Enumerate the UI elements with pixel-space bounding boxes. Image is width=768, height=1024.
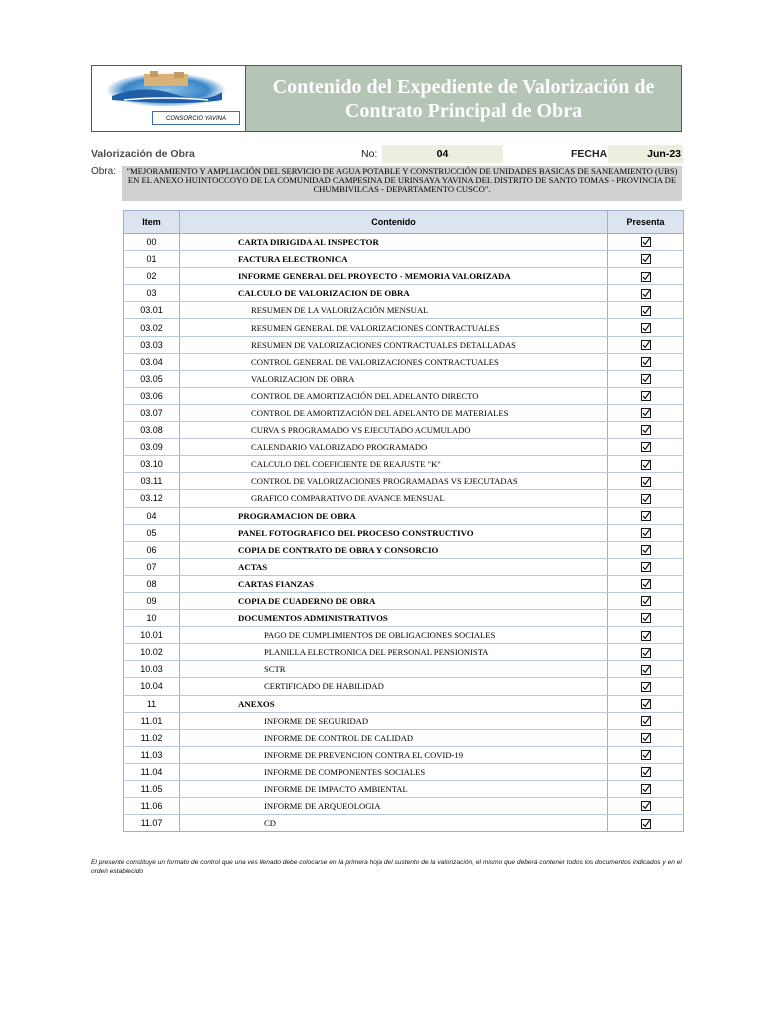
row-content-text: CARTAS FIANZAS [180,575,608,592]
table-row [124,712,684,729]
table-row [124,439,684,456]
row-presenta-cell[interactable] [608,302,684,319]
row-presenta-cell[interactable] [608,610,684,627]
table-row [124,404,684,421]
table-row [124,746,684,763]
row-content-text: FACTURA ELECTRONICA [180,251,608,268]
row-presenta-cell[interactable] [608,336,684,353]
row-content-text: RESUMEN DE LA VALORIZACIÓN MENSUAL [180,302,608,319]
row-presenta-cell[interactable] [608,319,684,336]
row-presenta-cell[interactable] [608,592,684,609]
row-presenta-cell[interactable] [608,644,684,661]
document-header [91,65,682,132]
row-presenta-cell[interactable] [608,285,684,302]
row-content-text: CALENDARIO VALORIZADO PROGRAMADO [180,439,608,456]
row-presenta-cell[interactable] [608,575,684,592]
row-item-number: 11.04 [124,763,180,780]
row-content-text: INFORME DE SEGURIDAD [180,712,608,729]
row-content-text: CONTROL DE VALORIZACIONES PROGRAMADAS VS EJECUTADAS [180,473,608,490]
row-item-number: 02 [124,268,180,285]
row-presenta-cell[interactable] [608,661,684,678]
row-content-text: PAGO DE CUMPLIMIENTOS DE OBLIGACIONES SOCIALES [180,627,608,644]
row-content-text: ANEXOS [180,695,608,712]
row-item-number: 03.02 [124,319,180,336]
row-content-text: RESUMEN DE VALORIZACIONES CONTRACTUALES DETALLADAS [180,336,608,353]
header-presenta: Presenta [608,211,684,234]
row-content-text: INFORME DE PREVENCION CONTRA EL COVID-19 [180,746,608,763]
row-presenta-cell[interactable] [608,627,684,644]
row-item-number: 03.03 [124,336,180,353]
row-item-number: 10.04 [124,678,180,695]
checkbox-checked-icon[interactable] [641,323,651,333]
checkbox-checked-icon[interactable] [641,596,651,606]
row-content-text: CARTA DIRIGIDA AL INSPECTOR [180,234,608,251]
checkbox-checked-icon[interactable] [641,767,651,777]
row-item-number: 10.03 [124,661,180,678]
row-item-number: 03 [124,285,180,302]
row-content-text: VALORIZACION DE OBRA [180,370,608,387]
table-row [124,763,684,780]
valorizacion-meta [91,145,683,163]
row-item-number: 03.12 [124,490,180,507]
fecha-label: FECHA [571,148,608,160]
row-content-text: ACTAS [180,558,608,575]
table-row [124,507,684,524]
header-item: Item [124,211,180,234]
obra-label: Obra: [91,166,117,177]
checkbox-checked-icon[interactable] [641,494,651,504]
row-content-text: INFORME GENERAL DEL PROYECTO - MEMORIA VALORIZADA [180,268,608,285]
checkbox-checked-icon[interactable] [641,340,651,350]
row-content-text: COPIA DE CONTRATO DE OBRA Y CONSORCIO [180,541,608,558]
checkbox-checked-icon[interactable] [641,631,651,641]
checkbox-checked-icon[interactable] [641,442,651,452]
checkbox-checked-icon[interactable] [641,391,651,401]
table-row [124,490,684,507]
checkbox-checked-icon[interactable] [641,272,651,282]
row-item-number: 07 [124,558,180,575]
row-item-number: 03.10 [124,456,180,473]
checkbox-checked-icon[interactable] [641,254,651,264]
table-row [124,558,684,575]
row-content-text: DOCUMENTOS ADMINISTRATIVOS [180,610,608,627]
checkbox-checked-icon[interactable] [641,477,651,487]
table-header-row [124,211,684,234]
no-label: No: [361,148,378,160]
checkbox-checked-icon[interactable] [641,460,651,470]
row-item-number: 11.02 [124,729,180,746]
row-content-text: CONTROL DE AMORTIZACIÓN DEL ADELANTO DIRECTO [180,387,608,404]
row-presenta-cell[interactable] [608,729,684,746]
checkbox-checked-icon[interactable] [641,528,651,538]
row-item-number: 11.03 [124,746,180,763]
table-row [124,541,684,558]
row-item-number: 03.01 [124,302,180,319]
content-table [123,210,684,832]
table-row [124,268,684,285]
table-row [124,627,684,644]
table-row [124,610,684,627]
checkbox-checked-icon[interactable] [641,648,651,658]
table-row [124,575,684,592]
row-content-text: CURVA S PROGRAMADO VS EJECUTADO ACUMULADO [180,422,608,439]
checkbox-checked-icon[interactable] [641,665,651,675]
row-item-number: 03.09 [124,439,180,456]
checkbox-checked-icon[interactable] [641,374,651,384]
checkbox-checked-icon[interactable] [641,699,651,709]
table-row [124,285,684,302]
row-presenta-cell[interactable] [608,234,684,251]
row-content-text: RESUMEN GENERAL DE VALORIZACIONES CONTRACTUALES [180,319,608,336]
row-content-text: COPIA DE CUADERNO DE OBRA [180,592,608,609]
row-content-text: CALCULO DE VALORIZACION DE OBRA [180,285,608,302]
table-row [124,592,684,609]
row-presenta-cell[interactable] [608,404,684,421]
row-presenta-cell[interactable] [608,251,684,268]
table-row [124,422,684,439]
row-presenta-cell[interactable] [608,268,684,285]
checkbox-checked-icon[interactable] [641,682,651,692]
checkbox-checked-icon[interactable] [641,357,651,367]
row-presenta-cell[interactable] [608,678,684,695]
row-presenta-cell[interactable] [608,798,684,815]
checkbox-checked-icon[interactable] [641,579,651,589]
row-content-text: PANEL FOTOGRAFICO DEL PROCESO CONSTRUCTIVO [180,524,608,541]
row-item-number: 11.07 [124,815,180,832]
header-contenido: Contenido [180,211,608,234]
row-item-number: 05 [124,524,180,541]
row-item-number: 11.06 [124,798,180,815]
row-content-text: CD [180,815,608,832]
row-item-number: 03.06 [124,387,180,404]
obra-description: "MEJORAMIENTO Y AMPLIACIÓN DEL SERVICIO DE AGUA POTABLE Y CONSTRUCCIÓN DE UNIDADES BASICAS DE SANEAMIENTO (UBS) EN EL ANEXO HUINTOCCOYO DE LA COMUNIDAD CAMPESINA DE URINSAYA YAVINA DEL DISTRITO DE SANTO TOMAS - PROVINCIA DE CHUMBIVILCAS - DEPARTAMENTO CUSCO". [122,166,682,201]
row-presenta-cell[interactable] [608,456,684,473]
row-content-text: PLANILLA ELECTRONICA DEL PERSONAL PENSIONISTA [180,644,608,661]
row-item-number: 03.07 [124,404,180,421]
row-item-number: 00 [124,234,180,251]
table-row [124,302,684,319]
logo-caption: CONSORCIO YAVINA [152,111,240,125]
row-presenta-cell[interactable] [608,507,684,524]
checkbox-checked-icon[interactable] [641,613,651,623]
valorizacion-label: Valorización de Obra [91,148,195,160]
table-row [124,695,684,712]
row-item-number: 03.05 [124,370,180,387]
row-presenta-cell[interactable] [608,353,684,370]
table-row [124,729,684,746]
row-item-number: 09 [124,592,180,609]
row-content-text: INFORME DE ARQUEOLOGIA [180,798,608,815]
row-content-text: INFORME DE COMPONENTES SOCIALES [180,763,608,780]
row-item-number: 11.05 [124,781,180,798]
row-content-text: INFORME DE CONTROL DE CALIDAD [180,729,608,746]
row-presenta-cell[interactable] [608,815,684,832]
row-item-number: 03.04 [124,353,180,370]
table-row [124,234,684,251]
table-row [124,781,684,798]
row-item-number: 03.08 [124,422,180,439]
checkbox-checked-icon[interactable] [641,562,651,572]
row-item-number: 06 [124,541,180,558]
table-row [124,644,684,661]
checkbox-checked-icon[interactable] [641,801,651,811]
table-row [124,387,684,404]
row-content-text: SCTR [180,661,608,678]
row-presenta-cell[interactable] [608,439,684,456]
row-presenta-cell[interactable] [608,541,684,558]
row-content-text: GRAFICO COMPARATIVO DE AVANCE MENSUAL [180,490,608,507]
row-presenta-cell[interactable] [608,746,684,763]
row-item-number: 04 [124,507,180,524]
row-item-number: 11 [124,695,180,712]
row-content-text: CONTROL DE AMORTIZACIÓN DEL ADELANTO DE MATERIALES [180,404,608,421]
table-row [124,319,684,336]
row-presenta-cell[interactable] [608,712,684,729]
row-presenta-cell[interactable] [608,422,684,439]
row-item-number: 10.02 [124,644,180,661]
table-row [124,678,684,695]
row-presenta-cell[interactable] [608,490,684,507]
row-presenta-cell[interactable] [608,370,684,387]
checkbox-checked-icon[interactable] [641,733,651,743]
checkbox-checked-icon[interactable] [641,289,651,299]
checkbox-checked-icon[interactable] [641,408,651,418]
row-item-number: 10.01 [124,627,180,644]
checkbox-checked-icon[interactable] [641,511,651,521]
table-row [124,370,684,387]
row-content-text: PROGRAMACION DE OBRA [180,507,608,524]
row-item-number: 10 [124,610,180,627]
row-item-number: 03.11 [124,473,180,490]
row-content-text: CERTIFICADO DE HABILIDAD [180,678,608,695]
checkbox-checked-icon[interactable] [641,545,651,555]
no-value: 04 [382,145,503,163]
row-presenta-cell[interactable] [608,387,684,404]
table-row [124,524,684,541]
table-row [124,456,684,473]
checkbox-checked-icon[interactable] [641,819,651,829]
row-presenta-cell[interactable] [608,524,684,541]
fecha-value: Jun-23 [608,145,683,163]
row-item-number: 11.01 [124,712,180,729]
table-row [124,661,684,678]
checkbox-checked-icon[interactable] [641,425,651,435]
checkbox-checked-icon[interactable] [641,237,651,247]
table-row [124,336,684,353]
document-title: Contenido del Expediente de Valorización de Contrato Principal de Obra [246,66,681,131]
row-content-text: CALCULO DEL COEFICIENTE DE REAJUSTE "K" [180,456,608,473]
logo-emblem-icon [104,70,228,110]
table-row [124,798,684,815]
footnote: El presente constituye un formato de control que una ves llenado debe colocarse en la primera hoja del sustento de la valorización, el mismo que deberá contener todos los documentos indicados y en el orden establecido [91,859,682,875]
row-presenta-cell[interactable] [608,781,684,798]
table-row [124,473,684,490]
checkbox-checked-icon[interactable] [641,784,651,794]
row-item-number: 01 [124,251,180,268]
checkbox-checked-icon[interactable] [641,716,651,726]
row-presenta-cell[interactable] [608,695,684,712]
checkbox-checked-icon[interactable] [641,750,651,760]
table-row [124,251,684,268]
table-row [124,353,684,370]
row-presenta-cell[interactable] [608,473,684,490]
row-item-number: 08 [124,575,180,592]
table-row [124,815,684,832]
checkbox-checked-icon[interactable] [641,306,651,316]
row-content-text: INFORME DE IMPACTO AMBIENTAL [180,781,608,798]
row-presenta-cell[interactable] [608,763,684,780]
company-logo [92,66,246,131]
row-content-text: CONTROL GENERAL DE VALORIZACIONES CONTRACTUALES [180,353,608,370]
row-presenta-cell[interactable] [608,558,684,575]
